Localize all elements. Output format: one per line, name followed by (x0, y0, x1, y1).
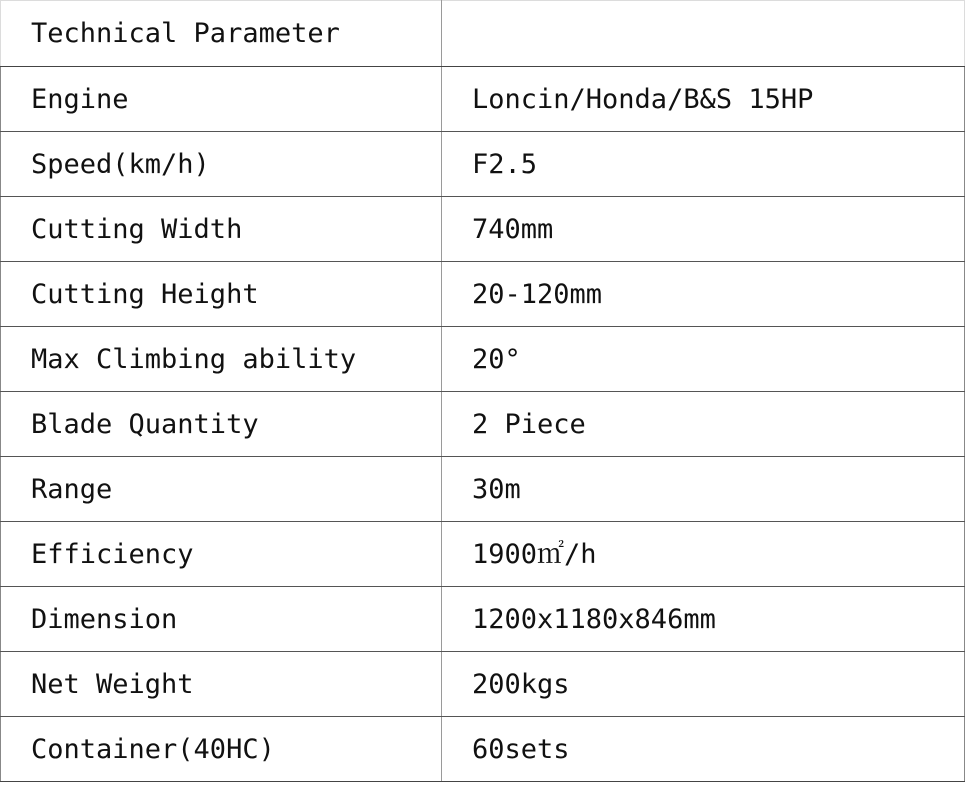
param-label: Max Climbing ability (1, 327, 442, 392)
param-label: Cutting Height (1, 262, 442, 327)
table-header-value (442, 1, 965, 67)
table-row-dimension (1, 587, 965, 652)
param-value: 30m (442, 457, 965, 522)
param-value: 1200x1180x846mm (442, 587, 965, 652)
param-label: Engine (1, 67, 442, 132)
table-header-row (1, 1, 965, 67)
table-row-engine (1, 67, 965, 132)
param-value: 20-120mm (442, 262, 965, 327)
table-row-max-climbing (1, 327, 965, 392)
param-label: Dimension (1, 587, 442, 652)
table-header-label: Technical Parameter (1, 1, 442, 67)
param-label: Net Weight (1, 652, 442, 717)
table-row-net-weight (1, 652, 965, 717)
param-value: 2 Piece (442, 392, 965, 457)
param-value: Loncin/Honda/B&S 15HP (442, 67, 965, 132)
table-row-blade-quantity (1, 392, 965, 457)
table-row-cutting-height (1, 262, 965, 327)
table-row-cutting-width (1, 197, 965, 262)
param-value: 200kgs (442, 652, 965, 717)
param-value: 1900㎡/h (442, 522, 965, 587)
param-label: Cutting Width (1, 197, 442, 262)
param-label: Efficiency (1, 522, 442, 587)
table-body (1, 1, 965, 782)
param-label: Speed(km/h) (1, 132, 442, 197)
table-row-container (1, 717, 965, 782)
param-value: 20° (442, 327, 965, 392)
param-label: Blade Quantity (1, 392, 442, 457)
param-label: Range (1, 457, 442, 522)
param-value: F2.5 (442, 132, 965, 197)
table-row-speed (1, 132, 965, 197)
table-row-range (1, 457, 965, 522)
param-value: 60sets (442, 717, 965, 782)
param-label: Container(40HC) (1, 717, 442, 782)
table-row-efficiency (1, 522, 965, 587)
param-value: 740mm (442, 197, 965, 262)
